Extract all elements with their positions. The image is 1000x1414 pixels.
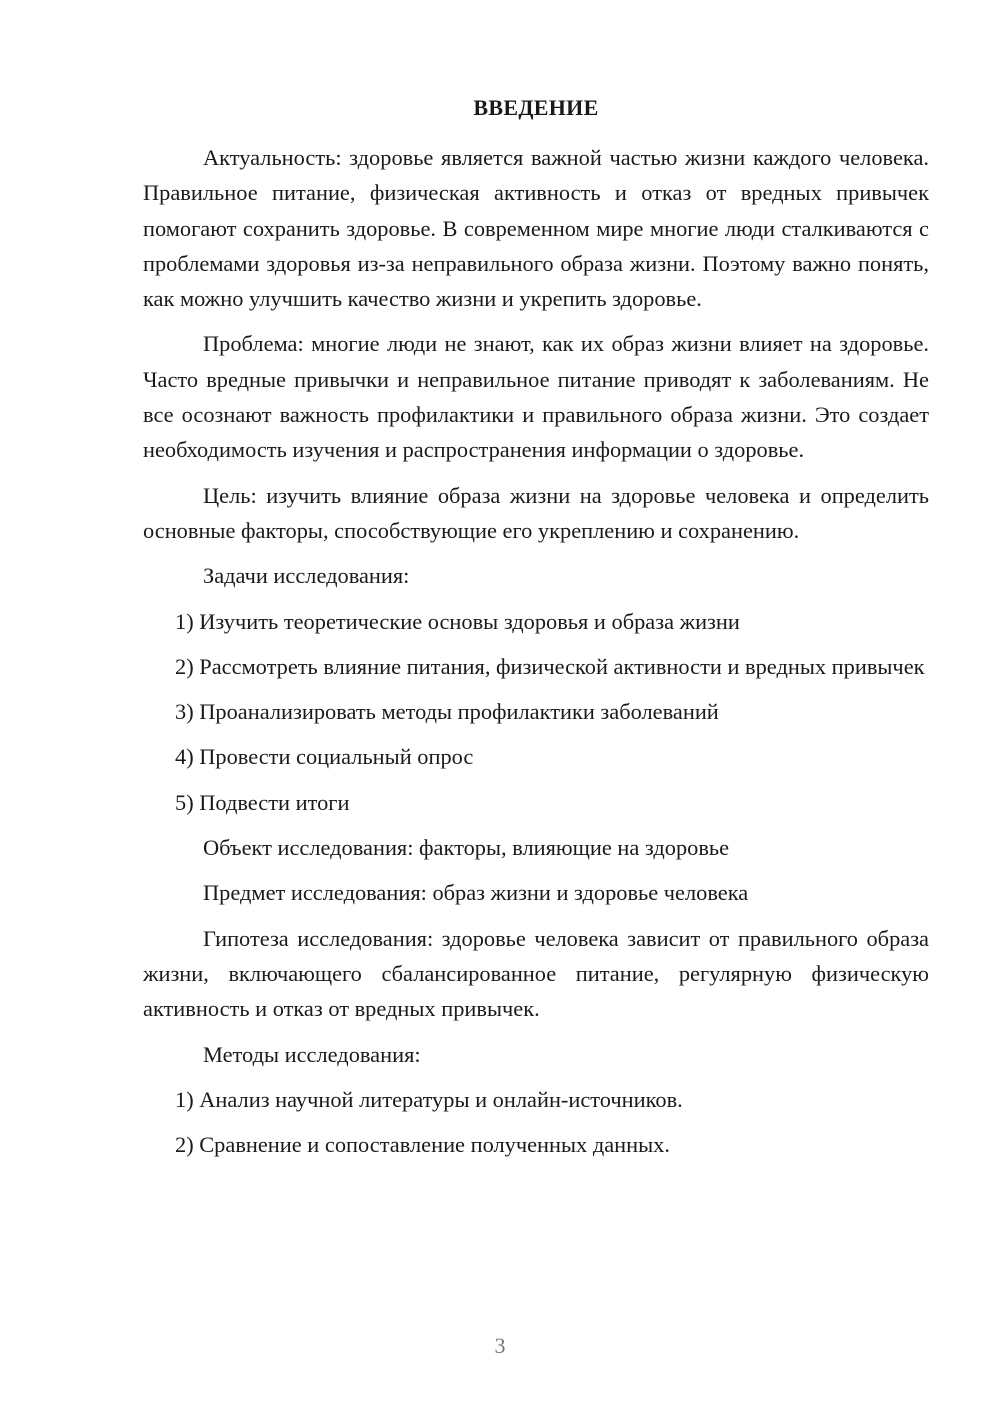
method-item-2: 2) Сравнение и сопоставление полученных данных. (175, 1132, 670, 1158)
page-number: 3 (494, 1333, 506, 1358)
hypothesis-paragraph: Гипотеза исследования: здоровье человека зависит от правильного образа жизни, включающего сбалансированное питание, регулярную физическую активность и отказ от вредных привычек. (143, 925, 929, 1022)
document-title: ВВЕДЕНИЕ (473, 95, 599, 120)
research-object: Объект исследования: факторы, влияющие на здоровье (203, 835, 730, 861)
relevance-paragraph: Актуальность: здоровье является важной частью жизни каждого человека. Правильное питание, физическая активность и отказ от вредных привычек помогают сохранить здоровье. В современном мире многие люди сталкиваются с проблемами здоровья из-за неправильного образа жизни. Поэтому важно понять, как можно улучшить качество жизни и укрепить здоровье. (143, 145, 929, 312)
method-item-1: 1) Анализ научной литературы и онлайн-источников. (175, 1086, 683, 1112)
problem-paragraph: Проблема: многие люди не знают, как их образ жизни влияет на здоровье. Часто вредные привычки и неправильное питание приводят к заболеваниям. Не все осознают важность профилактики и правильного образа жизни. Это создает необходимость изучения и распространения информации о здоровье. (143, 331, 929, 463)
document-page (143, 90, 929, 1172)
research-subject: Предмет исследования: образ жизни и здоровье человека (203, 880, 749, 906)
task-item-5: 5) Подвести итоги (175, 789, 350, 815)
methods-heading: Методы исследования: (203, 1041, 421, 1067)
task-item-3: 3) Проанализировать методы профилактики заболеваний (175, 699, 719, 725)
tasks-heading: Задачи исследования: (203, 563, 410, 589)
task-item-1: 1) Изучить теоретические основы здоровья и образа жизни (175, 608, 740, 634)
task-item-4: 4) Провести социальный опрос (175, 744, 474, 770)
goal-paragraph: Цель: изучить влияние образа жизни на здоровье человека и определить основные факторы, способствующие его укреплению и сохранению. (143, 482, 929, 543)
task-item-2: 2) Рассмотреть влияние питания, физической активности и вредных привычек (175, 653, 925, 679)
